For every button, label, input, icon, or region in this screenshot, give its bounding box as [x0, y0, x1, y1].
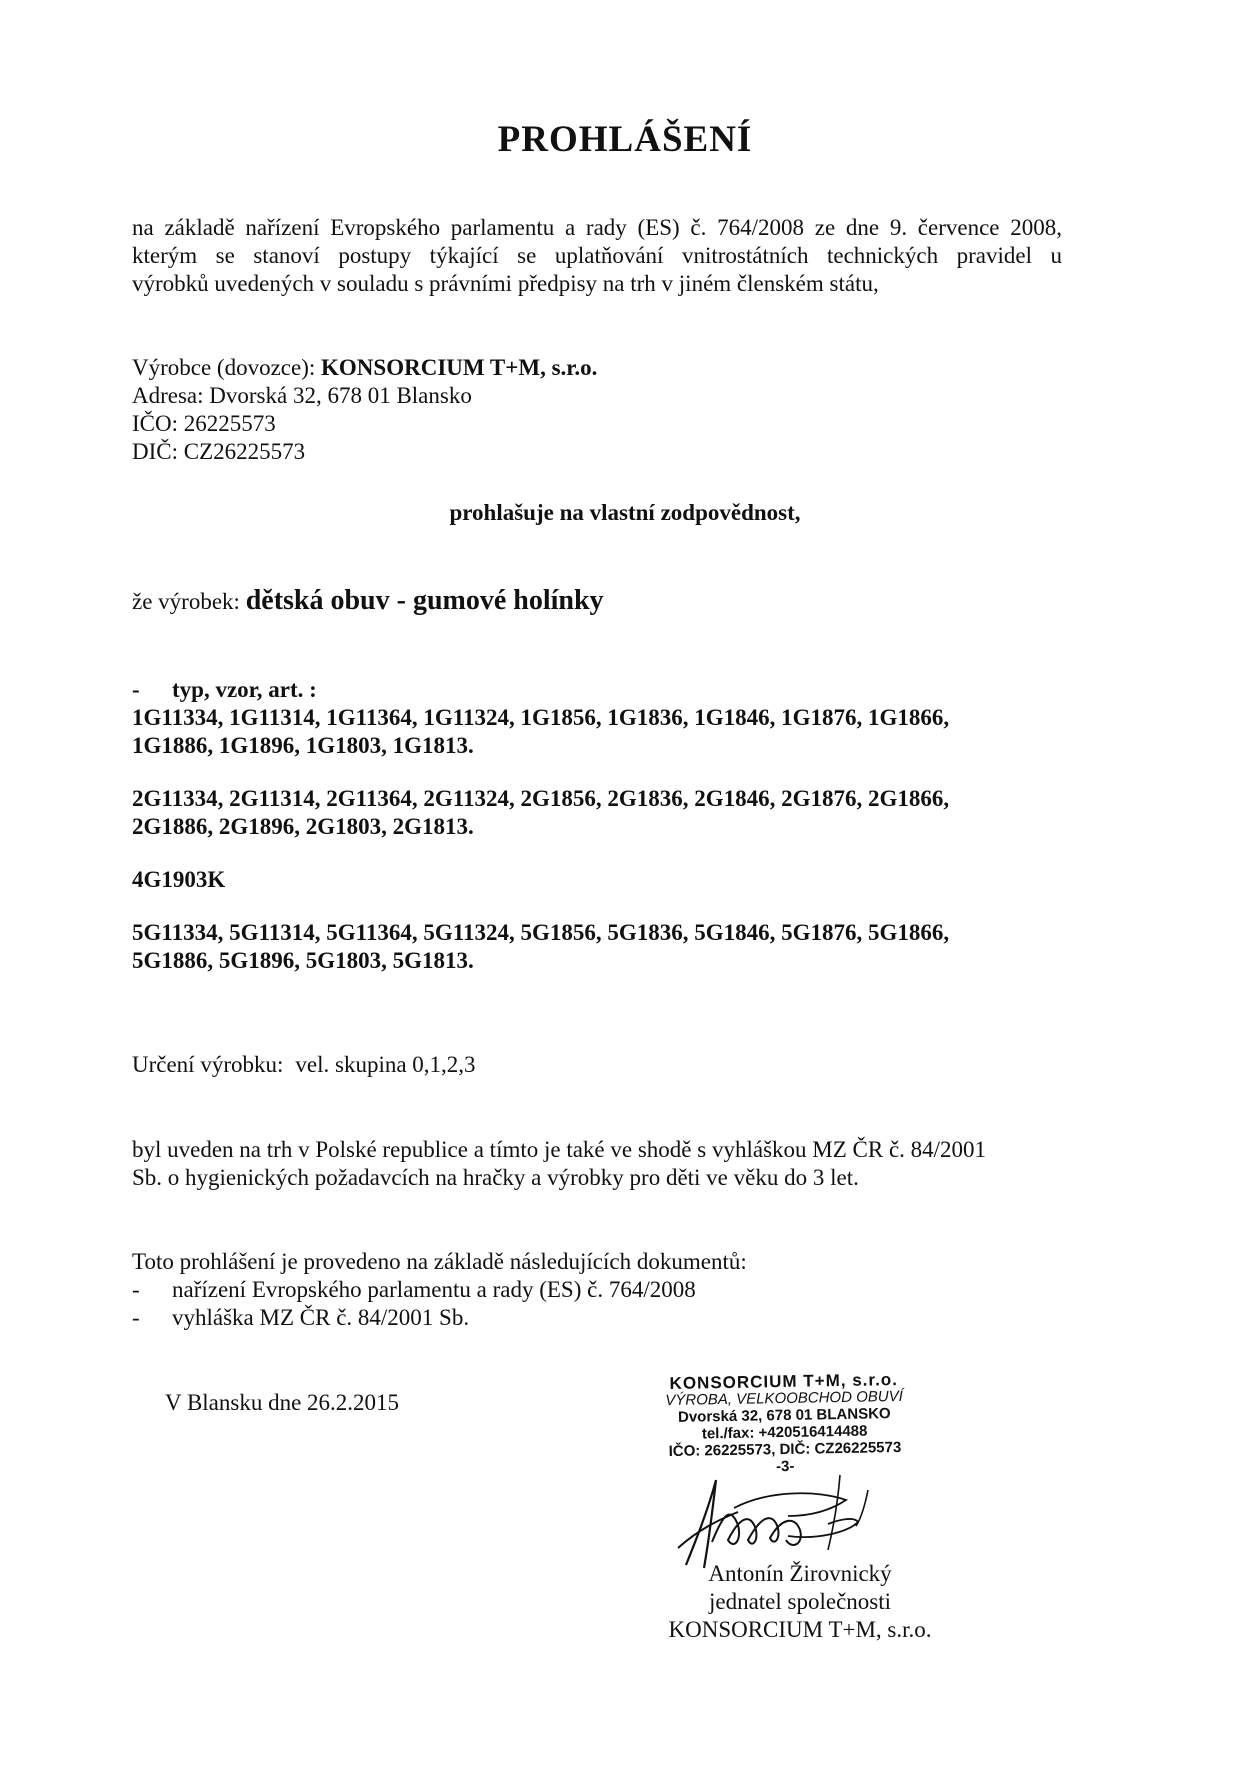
- manufacturer-label: Výrobce (dovozce):: [132, 355, 316, 380]
- basis-intro: Toto prohlášení je provedeno na základě následujících dokumentů:: [132, 1249, 747, 1274]
- stamp-activity: VÝROBA, VELKOOBCHOD OBUVÍ: [665, 1387, 903, 1410]
- intro-line: kterým se stanoví postupy týkající se uplatňování vnitrostátních technických pravidel u: [132, 243, 1062, 268]
- stamp-company: KONSORCIUM T+M, s.r.o.: [669, 1370, 899, 1393]
- signatory-name: Antonín Žirovnický: [708, 1561, 892, 1586]
- type-codes-line: 5G11334, 5G11314, 5G11364, 5G11324, 5G1856, 5G1836, 5G1846, 5G1876, 5G1866,: [132, 920, 950, 945]
- manufacturer-address: Adresa: Dvorská 32, 678 01 Blansko: [132, 383, 472, 408]
- purpose-line: [132, 1052, 476, 1078]
- market-placement-paragraph: [132, 1136, 1062, 1192]
- stamp-address: Dvorská 32, 678 01 BLANSKO: [677, 1405, 891, 1426]
- bullet-dash: -: [132, 1277, 140, 1302]
- intro-paragraph: [132, 214, 1062, 298]
- manufacturer-line: [132, 354, 597, 382]
- type-codes-line: 4G1903K: [132, 867, 226, 892]
- intro-line: výrobků uvedených v souladu s právními předpisy na trh v jiném členském státu,: [132, 271, 879, 296]
- placement-line: byl uveden na trh v Polské republice a tímto je také ve shodě s vyhláškou MZ ČR č. 84/2001: [132, 1137, 987, 1162]
- type-codes-line: 2G1886, 2G1896, 2G1803, 2G1813.: [132, 814, 474, 839]
- manufacturer-dic: DIČ: CZ26225573: [132, 439, 306, 464]
- signatory-block: [640, 1560, 960, 1644]
- declaration-statement: prohlašuje na vlastní zodpovědnost,: [449, 500, 801, 525]
- document-title: PROHLÁŠENÍ: [497, 119, 753, 160]
- product-name: dětská obuv - gumové holínky: [245, 585, 604, 616]
- types-heading: typ, vzor, art. :: [172, 677, 317, 702]
- basis-item-text: nařízení Evropského parlamentu a rady (ES) č. 764/2008: [172, 1277, 696, 1302]
- signatory-role: jednatel společnosti: [708, 1589, 892, 1614]
- type-codes-line: 5G1886, 5G1896, 5G1803, 5G1813.: [132, 948, 474, 973]
- product-label: že výrobek:: [132, 589, 240, 614]
- type-codes-line: 2G11334, 2G11314, 2G11364, 2G11324, 2G1856, 2G1836, 2G1846, 2G1876, 2G1866,: [132, 786, 950, 811]
- signatory-company: KONSORCIUM T+M, s.r.o.: [668, 1617, 932, 1642]
- purpose-label: Určení výrobku:: [132, 1052, 284, 1077]
- types-block: [132, 676, 949, 975]
- company-stamp: [641, 1371, 928, 1478]
- place-and-date: V Blansku dne 26.2.2015: [165, 1390, 400, 1415]
- product-line: [132, 585, 604, 617]
- stamp-phone: tel./fax: +420516414488: [701, 1422, 868, 1443]
- placement-line: Sb. o hygienických požadavcích na hračky a výrobky pro děti ve věku do 3 let.: [132, 1165, 859, 1190]
- basis-item: [132, 1304, 747, 1332]
- stamp-ids: IČO: 26225573, DIČ: CZ26225573: [668, 1438, 902, 1461]
- basis-item: [132, 1276, 747, 1304]
- intro-line: na základě nařízení Evropského parlamentu a rady (ES) č. 764/2008 ze dne 9. července 2008,: [132, 215, 1062, 240]
- bullet-dash: -: [132, 677, 140, 702]
- type-codes-line: 1G11334, 1G11314, 1G11364, 1G11324, 1G1856, 1G1836, 1G1846, 1G1876, 1G1866,: [132, 705, 950, 730]
- purpose-value: vel. skupina 0,1,2,3: [295, 1052, 476, 1077]
- basis-item-text: vyhláška MZ ČR č. 84/2001 Sb.: [172, 1305, 470, 1330]
- manufacturer-ico: IČO: 26225573: [132, 411, 276, 436]
- bullet-dash: -: [132, 1305, 140, 1330]
- type-codes-line: 1G1886, 1G1896, 1G1803, 1G1813.: [132, 733, 474, 758]
- manufacturer-name: KONSORCIUM T+M, s.r.o.: [321, 355, 598, 380]
- basis-documents: [132, 1248, 747, 1332]
- stamp-number: -3-: [775, 1457, 795, 1476]
- manufacturer-block: [132, 354, 597, 466]
- types-heading-line: [132, 676, 949, 704]
